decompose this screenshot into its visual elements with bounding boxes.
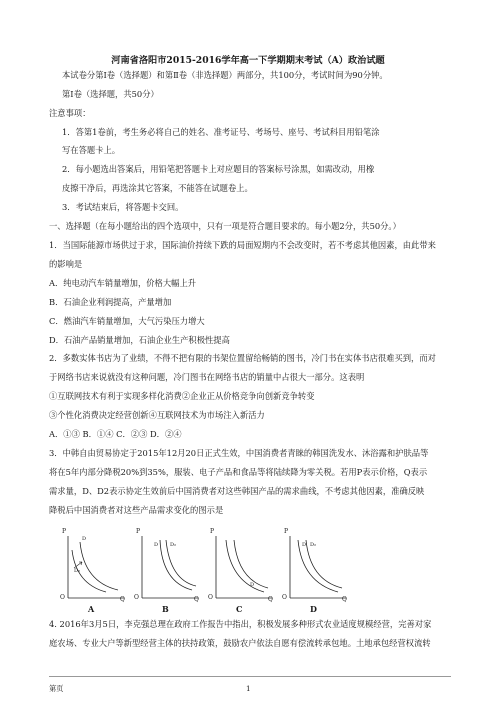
q1-stem: 1．当国际能源市场供过于求，国际油价持续下跌的局面短期内不会改变时，若不考虑其他因素，由此带来 <box>49 240 436 250</box>
q3-stem-cont-3: 降税后中国消费者对这些产品需求变化的图示是 <box>49 505 224 515</box>
footer-divider <box>49 676 451 677</box>
q1-option-b: B．石油企业利润提高，产量增加 <box>49 297 172 307</box>
graph-d <box>280 528 350 614</box>
document-title: 河南省洛阳市2015-2016学年高一下学期期末考试（A）政治试题 <box>111 55 385 66</box>
note-3: 3．考试结束后，将答题卡交回。 <box>62 202 184 212</box>
note-2: 2．每小题选出答案后，用铅笔把答题卡上对应题目的答案标号涂黑，如需改动，用橡 <box>62 164 375 174</box>
q1-option-d: D．石油产品销量增加，石油企业生产积极性提高 <box>49 335 230 345</box>
q1-option-a: A．纯电动汽车销量增加，价格大幅上升 <box>49 278 197 288</box>
axis-p: P <box>284 528 289 535</box>
curve-d: D <box>250 582 255 588</box>
footer-label: 第页 <box>49 684 64 693</box>
origin: O <box>282 594 287 601</box>
axis-p: P <box>62 528 67 535</box>
origin: O <box>208 594 213 601</box>
q2-stem-cont: 于网络书店来说就没有这种问题，冷门图书在网络书店的销量中占很大一部分。这表明 <box>49 372 365 382</box>
axis-q: Q <box>268 596 273 603</box>
q1-stem-cont: 的影响是 <box>49 259 83 269</box>
axis-q: Q <box>120 596 125 603</box>
page-number: 1 <box>246 684 251 693</box>
section1-heading: 一、选择题（在每小题给出的四个选项中，只有一项是符合题目要求的。每小题2分，共50分。） <box>49 221 401 231</box>
q2-stem: 2．多数实体书店为了业绩，不得不把有限的书架位置留给畅销的图书，冷门书在实体书店很难买到，而对 <box>49 353 436 363</box>
graph-b <box>132 528 202 614</box>
q3-stem-cont-2: 需求量，D、D2表示协定生效前后中国消费者对这些韩国产品的需求曲线，不考虑其他因素，准确反映 <box>49 486 425 496</box>
graph-a <box>58 528 128 614</box>
curve-d2: D₂ <box>170 542 177 548</box>
q2-statements-cont: ③个性化消费决定经营创新④互联网技术为市场注入新活力 <box>49 410 265 420</box>
graph-label-c: C <box>236 604 243 614</box>
graph-label-b: B <box>162 604 169 614</box>
note-2-cont: 皮擦干净后，再选涂其它答案，不能答在试题卷上。 <box>62 183 253 193</box>
q4-stem: 4. 2016年3月5日，李克强总理在政府工作报告中指出，积极发展多种形式农业适度规模经营，完善对家 <box>49 619 432 629</box>
graph-c <box>206 528 276 614</box>
q2-options: A．①③ B．①④ C．②③ D．②④ <box>49 429 182 439</box>
curve-d: D <box>154 542 159 548</box>
curve-d2: D₂ <box>74 568 81 574</box>
graph-label-a: A <box>88 604 95 614</box>
graph-label-d: D <box>310 604 317 614</box>
q4-stem-cont: 庭农场、专业大户等新型经营主体的扶持政策，鼓励农户依法自愿有偿流转承包地。土地承包经营权流转 <box>49 638 431 648</box>
part1-heading: 第Ⅰ卷（选择题，共50分） <box>62 89 159 99</box>
axis-q: Q <box>342 596 347 603</box>
axis-p: P <box>136 528 141 535</box>
origin: O <box>60 594 65 601</box>
axis-p: P <box>210 528 215 535</box>
exam-intro: 本试卷分第Ⅰ卷（选择题）和第Ⅱ卷（非选择题）两部分，共100分，考试时间为90分钟。 <box>62 70 388 80</box>
origin: O <box>134 594 139 601</box>
q2-statements: ①互联网技术有利于实现多样化消费②企业正从价格竞争向创新竞争转变 <box>49 391 315 401</box>
curve-d: D <box>82 536 87 542</box>
q3-stem: 3．中韩自由贸易协定于2015年12月20日正式生效，中国消费者青睐的韩国洗发水、沐浴露和护肤品等 <box>49 448 429 458</box>
note-1: 1．答第1卷前，考生务必将自己的姓名、准考证号、考场号、座号、考试科目用铅笔涂 <box>62 127 380 137</box>
q3-stem-cont-1: 将在5年内部分降税20%到35%，服装、电子产品和食品等将陆续降为零关税。若用P表示价格，Q表示 <box>49 467 428 477</box>
axis-q: Q <box>194 596 199 603</box>
curve-d2: D₂ <box>310 542 317 548</box>
curve-d: D <box>302 542 307 548</box>
q1-option-c: C．燃油汽车销量增加，大气污染压力增大 <box>49 316 205 326</box>
notes-heading: 注意事项： <box>49 108 91 118</box>
note-1-cont: 写在答题卡上。 <box>62 145 121 155</box>
